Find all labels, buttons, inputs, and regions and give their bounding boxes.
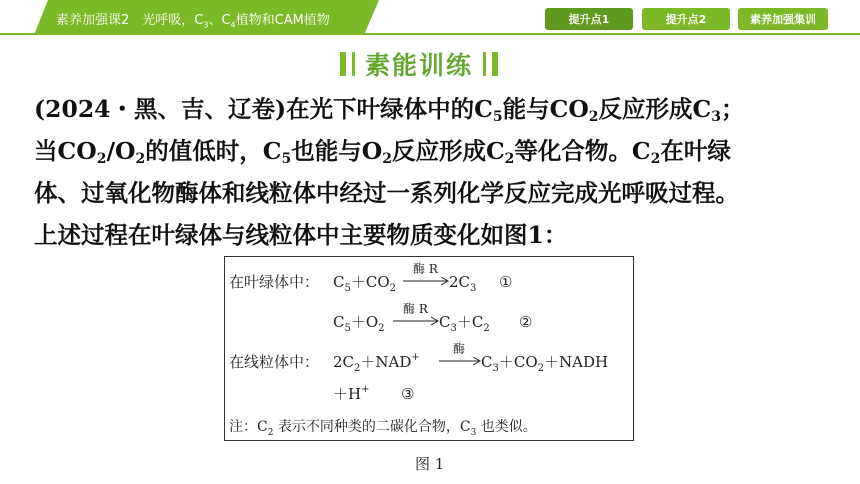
reaction-3-products: $C_3+CO_2+NADH$ bbox=[481, 353, 609, 374]
tab-tisheng-1[interactable]: 提升点1 bbox=[545, 8, 633, 30]
section-heading bbox=[340, 46, 498, 82]
enzyme-label-3: 酶 bbox=[453, 342, 466, 356]
question-text bbox=[34, 88, 834, 256]
question-line-2: 当$CO_2/O_2$的值低时，$C_5$也能与$O_2$反应形成$C_2$等化合物。$C_2$在叶绿 bbox=[34, 137, 731, 167]
chloroplast-label: 在叶绿体中： bbox=[229, 273, 320, 291]
reaction-2-number: ② bbox=[519, 313, 533, 331]
enzyme-r-label-2: 酶 R bbox=[403, 302, 428, 316]
reaction-3-continuation: ＋H+ bbox=[333, 384, 370, 403]
reaction-1-reactants: $C_5+CO_2$ bbox=[333, 273, 397, 294]
reaction-1-products: $2C_3$ bbox=[449, 273, 477, 294]
heading-bar-right-wide bbox=[492, 52, 498, 76]
reaction-3-reactants: $2C_2+NAD^+$ bbox=[333, 352, 420, 374]
reaction-figure bbox=[224, 256, 634, 441]
question-line-4: 上述过程在叶绿体与线粒体中主要物质变化如图1： bbox=[34, 221, 568, 249]
lesson-title: 素养加强课2 光呼吸，$C_3$、$C_4$植物和CAM植物 bbox=[56, 13, 330, 30]
figure-caption: 图 1 bbox=[415, 455, 445, 473]
reaction-2-products: $C_3+C_2$ bbox=[439, 313, 490, 334]
mitochondria-label: 在线粒体中： bbox=[229, 353, 320, 371]
tab-tisheng-2[interactable]: 提升点2 bbox=[642, 8, 730, 30]
section-title: 素能训练 bbox=[365, 51, 474, 80]
reaction-diagram bbox=[225, 257, 635, 442]
heading-bar-right-narrow bbox=[483, 52, 486, 76]
reaction-1-number: ① bbox=[499, 273, 513, 291]
reaction-3-number: ③ bbox=[401, 385, 415, 403]
question-line-3: 体、过氧化物酶体和线粒体中经过一系列化学反应完成光呼吸过程。 bbox=[34, 179, 739, 207]
tab-suyang-jixun[interactable]: 素养加强集训 bbox=[738, 8, 828, 30]
top-header bbox=[0, 0, 860, 40]
reaction-2-reactants: $C_5+O_2$ bbox=[333, 313, 385, 334]
heading-bar-left-wide bbox=[340, 52, 346, 76]
enzyme-r-label-1: 酶 R bbox=[413, 262, 438, 276]
figure-note: 注：$C_2$ 表示不同种类的二碳化合物，$C_3$ 也类似。 bbox=[229, 419, 537, 438]
question-line-1: (2024・黑、吉、辽卷)在光下叶绿体中的$C_5$能与$CO_2$反应形成$C_3$； bbox=[34, 95, 745, 125]
heading-bar-left-narrow bbox=[352, 52, 355, 76]
